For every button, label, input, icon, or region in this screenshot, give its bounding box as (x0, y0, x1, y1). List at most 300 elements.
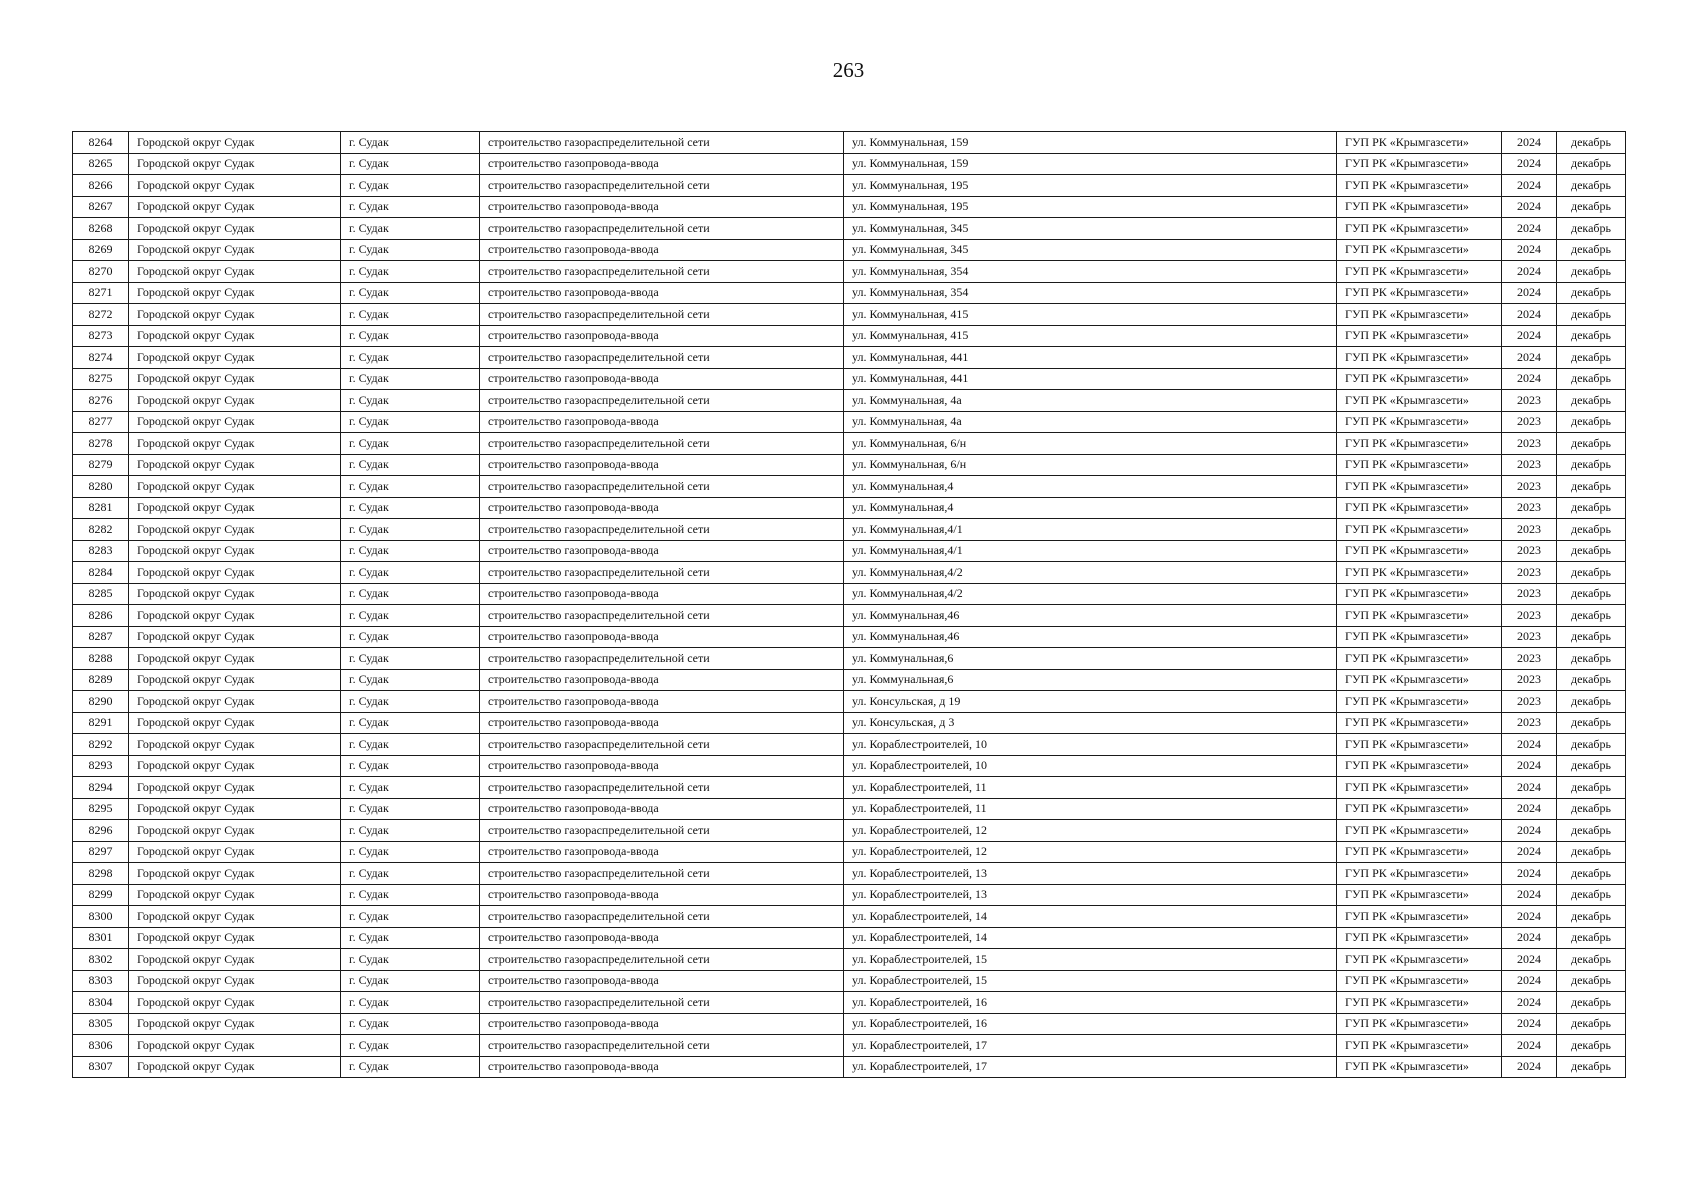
organization-cell: ГУП РК «Крымгазсети» (1337, 433, 1502, 455)
address-cell: ул. Кораблестроителей, 14 (844, 927, 1337, 949)
row-number-cell: 8288 (73, 648, 129, 670)
month-cell: декабрь (1557, 626, 1626, 648)
locality-cell: г. Судак (341, 132, 480, 154)
work-type-cell: строительство газораспределительной сети (480, 175, 844, 197)
district-cell: Городской округ Судак (129, 411, 341, 433)
work-type-cell: строительство газораспределительной сети (480, 1035, 844, 1057)
row-number-cell: 8275 (73, 368, 129, 390)
address-cell: ул. Коммунальная, 195 (844, 175, 1337, 197)
row-number-cell: 8287 (73, 626, 129, 648)
organization-cell: ГУП РК «Крымгазсети» (1337, 992, 1502, 1014)
month-cell: декабрь (1557, 261, 1626, 283)
organization-cell: ГУП РК «Крымгазсети» (1337, 734, 1502, 756)
year-cell: 2023 (1502, 648, 1557, 670)
organization-cell: ГУП РК «Крымгазсети» (1337, 153, 1502, 175)
locality-cell: г. Судак (341, 798, 480, 820)
locality-cell: г. Судак (341, 863, 480, 885)
row-number-cell: 8291 (73, 712, 129, 734)
address-cell: ул. Коммунальная,4 (844, 476, 1337, 498)
district-cell: Городской округ Судак (129, 970, 341, 992)
address-cell: ул. Коммунальная,4/2 (844, 562, 1337, 584)
row-number-cell: 8302 (73, 949, 129, 971)
month-cell: декабрь (1557, 347, 1626, 369)
month-cell: декабрь (1557, 325, 1626, 347)
work-type-cell: строительство газопровода-ввода (480, 540, 844, 562)
organization-cell: ГУП РК «Крымгазсети» (1337, 841, 1502, 863)
year-cell: 2024 (1502, 863, 1557, 885)
table-row (73, 433, 1626, 455)
address-cell: ул. Кораблестроителей, 10 (844, 755, 1337, 777)
work-type-cell: строительство газораспределительной сети (480, 562, 844, 584)
address-cell: ул. Коммунальная,6 (844, 669, 1337, 691)
year-cell: 2024 (1502, 734, 1557, 756)
year-cell: 2024 (1502, 368, 1557, 390)
locality-cell: г. Судак (341, 218, 480, 240)
locality-cell: г. Судак (341, 626, 480, 648)
organization-cell: ГУП РК «Крымгазсети» (1337, 755, 1502, 777)
locality-cell: г. Судак (341, 175, 480, 197)
work-type-cell: строительство газопровода-ввода (480, 669, 844, 691)
district-cell: Городской округ Судак (129, 777, 341, 799)
work-type-cell: строительство газораспределительной сети (480, 347, 844, 369)
locality-cell: г. Судак (341, 368, 480, 390)
work-type-cell: строительство газопровода-ввода (480, 884, 844, 906)
work-type-cell: строительство газораспределительной сети (480, 605, 844, 627)
address-cell: ул. Кораблестроителей, 11 (844, 777, 1337, 799)
address-cell: ул. Коммунальная,4/2 (844, 583, 1337, 605)
address-cell: ул. Коммунальная, 354 (844, 282, 1337, 304)
organization-cell: ГУП РК «Крымгазсети» (1337, 476, 1502, 498)
organization-cell: ГУП РК «Крымгазсети» (1337, 497, 1502, 519)
table-row (73, 798, 1626, 820)
locality-cell: г. Судак (341, 433, 480, 455)
row-number-cell: 8285 (73, 583, 129, 605)
locality-cell: г. Судак (341, 583, 480, 605)
table-row (73, 282, 1626, 304)
row-number-cell: 8273 (73, 325, 129, 347)
district-cell: Городской округ Судак (129, 347, 341, 369)
locality-cell: г. Судак (341, 841, 480, 863)
district-cell: Городской округ Судак (129, 605, 341, 627)
table-row (73, 540, 1626, 562)
month-cell: декабрь (1557, 884, 1626, 906)
address-cell: ул. Кораблестроителей, 12 (844, 841, 1337, 863)
year-cell: 2024 (1502, 239, 1557, 261)
work-type-cell: строительство газораспределительной сети (480, 777, 844, 799)
work-type-cell: строительство газопровода-ввода (480, 691, 844, 713)
district-cell: Городской округ Судак (129, 927, 341, 949)
organization-cell: ГУП РК «Крымгазсети» (1337, 132, 1502, 154)
locality-cell: г. Судак (341, 239, 480, 261)
locality-cell: г. Судак (341, 282, 480, 304)
work-type-cell: строительство газопровода-ввода (480, 626, 844, 648)
month-cell: декабрь (1557, 519, 1626, 541)
year-cell: 2024 (1502, 755, 1557, 777)
work-type-cell: строительство газораспределительной сети (480, 476, 844, 498)
table-row (73, 1013, 1626, 1035)
year-cell: 2023 (1502, 454, 1557, 476)
district-cell: Городской округ Судак (129, 368, 341, 390)
district-cell: Городской округ Судак (129, 841, 341, 863)
row-number-cell: 8265 (73, 153, 129, 175)
table-row (73, 196, 1626, 218)
work-type-cell: строительство газораспределительной сети (480, 949, 844, 971)
locality-cell: г. Судак (341, 196, 480, 218)
month-cell: декабрь (1557, 906, 1626, 928)
month-cell: декабрь (1557, 497, 1626, 519)
work-type-cell: строительство газопровода-ввода (480, 970, 844, 992)
district-cell: Городской округ Судак (129, 132, 341, 154)
address-cell: ул. Кораблестроителей, 13 (844, 884, 1337, 906)
organization-cell: ГУП РК «Крымгазсети» (1337, 1056, 1502, 1078)
row-number-cell: 8274 (73, 347, 129, 369)
address-cell: ул. Кораблестроителей, 16 (844, 1013, 1337, 1035)
row-number-cell: 8299 (73, 884, 129, 906)
year-cell: 2023 (1502, 497, 1557, 519)
year-cell: 2024 (1502, 841, 1557, 863)
district-cell: Городской округ Судак (129, 712, 341, 734)
locality-cell: г. Судак (341, 347, 480, 369)
row-number-cell: 8306 (73, 1035, 129, 1057)
month-cell: декабрь (1557, 992, 1626, 1014)
table-row (73, 497, 1626, 519)
year-cell: 2024 (1502, 777, 1557, 799)
address-cell: ул. Кораблестроителей, 12 (844, 820, 1337, 842)
work-type-cell: строительство газопровода-ввода (480, 583, 844, 605)
month-cell: декабрь (1557, 196, 1626, 218)
year-cell: 2024 (1502, 970, 1557, 992)
organization-cell: ГУП РК «Крымгазсети» (1337, 777, 1502, 799)
table-row (73, 626, 1626, 648)
row-number-cell: 8298 (73, 863, 129, 885)
locality-cell: г. Судак (341, 540, 480, 562)
locality-cell: г. Судак (341, 884, 480, 906)
year-cell: 2024 (1502, 1013, 1557, 1035)
month-cell: декабрь (1557, 949, 1626, 971)
table-row (73, 841, 1626, 863)
year-cell: 2023 (1502, 626, 1557, 648)
month-cell: декабрь (1557, 583, 1626, 605)
row-number-cell: 8305 (73, 1013, 129, 1035)
row-number-cell: 8283 (73, 540, 129, 562)
table-row (73, 992, 1626, 1014)
work-type-cell: строительство газопровода-ввода (480, 927, 844, 949)
row-number-cell: 8276 (73, 390, 129, 412)
row-number-cell: 8281 (73, 497, 129, 519)
gasification-table-wrap (72, 131, 1625, 1078)
table-row (73, 368, 1626, 390)
address-cell: ул. Коммунальная, 415 (844, 304, 1337, 326)
district-cell: Городской округ Судак (129, 390, 341, 412)
work-type-cell: строительство газораспределительной сети (480, 820, 844, 842)
locality-cell: г. Судак (341, 411, 480, 433)
table-row (73, 734, 1626, 756)
district-cell: Городской округ Судак (129, 153, 341, 175)
year-cell: 2023 (1502, 433, 1557, 455)
row-number-cell: 8289 (73, 669, 129, 691)
year-cell: 2024 (1502, 820, 1557, 842)
address-cell: ул. Коммунальная, 441 (844, 368, 1337, 390)
month-cell: декабрь (1557, 218, 1626, 240)
district-cell: Городской округ Судак (129, 798, 341, 820)
work-type-cell: строительство газопровода-ввода (480, 454, 844, 476)
district-cell: Городской округ Судак (129, 691, 341, 713)
row-number-cell: 8286 (73, 605, 129, 627)
address-cell: ул. Коммунальная, 441 (844, 347, 1337, 369)
work-type-cell: строительство газораспределительной сети (480, 218, 844, 240)
table-row (73, 884, 1626, 906)
table-row (73, 476, 1626, 498)
organization-cell: ГУП РК «Крымгазсети» (1337, 605, 1502, 627)
address-cell: ул. Кораблестроителей, 14 (844, 906, 1337, 928)
month-cell: декабрь (1557, 476, 1626, 498)
district-cell: Городской округ Судак (129, 755, 341, 777)
district-cell: Городской округ Судак (129, 325, 341, 347)
table-row (73, 454, 1626, 476)
address-cell: ул. Кораблестроителей, 15 (844, 949, 1337, 971)
address-cell: ул. Коммунальная, 345 (844, 239, 1337, 261)
year-cell: 2023 (1502, 540, 1557, 562)
district-cell: Городской округ Судак (129, 239, 341, 261)
organization-cell: ГУП РК «Крымгазсети» (1337, 282, 1502, 304)
district-cell: Городской округ Судак (129, 282, 341, 304)
district-cell: Городской округ Судак (129, 196, 341, 218)
address-cell: ул. Кораблестроителей, 16 (844, 992, 1337, 1014)
organization-cell: ГУП РК «Крымгазсети» (1337, 325, 1502, 347)
organization-cell: ГУП РК «Крымгазсети» (1337, 863, 1502, 885)
month-cell: декабрь (1557, 691, 1626, 713)
month-cell: декабрь (1557, 863, 1626, 885)
district-cell: Городской округ Судак (129, 218, 341, 240)
locality-cell: г. Судак (341, 992, 480, 1014)
organization-cell: ГУП РК «Крымгазсети» (1337, 562, 1502, 584)
locality-cell: г. Судак (341, 390, 480, 412)
month-cell: декабрь (1557, 605, 1626, 627)
table-row (73, 605, 1626, 627)
table-row (73, 1035, 1626, 1057)
year-cell: 2024 (1502, 949, 1557, 971)
organization-cell: ГУП РК «Крымгазсети» (1337, 669, 1502, 691)
district-cell: Городской округ Судак (129, 992, 341, 1014)
district-cell: Городской округ Судак (129, 1013, 341, 1035)
month-cell: декабрь (1557, 390, 1626, 412)
table-row (73, 562, 1626, 584)
year-cell: 2023 (1502, 583, 1557, 605)
locality-cell: г. Судак (341, 1013, 480, 1035)
row-number-cell: 8292 (73, 734, 129, 756)
year-cell: 2024 (1502, 218, 1557, 240)
organization-cell: ГУП РК «Крымгазсети» (1337, 196, 1502, 218)
month-cell: декабрь (1557, 927, 1626, 949)
row-number-cell: 8282 (73, 519, 129, 541)
address-cell: ул. Кораблестроителей, 15 (844, 970, 1337, 992)
work-type-cell: строительство газопровода-ввода (480, 712, 844, 734)
row-number-cell: 8266 (73, 175, 129, 197)
organization-cell: ГУП РК «Крымгазсети» (1337, 411, 1502, 433)
district-cell: Городской округ Судак (129, 906, 341, 928)
year-cell: 2023 (1502, 669, 1557, 691)
table-body (73, 132, 1626, 1078)
month-cell: декабрь (1557, 153, 1626, 175)
work-type-cell: строительство газораспределительной сети (480, 132, 844, 154)
month-cell: декабрь (1557, 540, 1626, 562)
month-cell: декабрь (1557, 1013, 1626, 1035)
organization-cell: ГУП РК «Крымгазсети» (1337, 454, 1502, 476)
month-cell: декабрь (1557, 282, 1626, 304)
district-cell: Городской округ Судак (129, 626, 341, 648)
month-cell: декабрь (1557, 411, 1626, 433)
year-cell: 2024 (1502, 1056, 1557, 1078)
locality-cell: г. Судак (341, 153, 480, 175)
row-number-cell: 8268 (73, 218, 129, 240)
address-cell: ул. Коммунальная, 6/н (844, 433, 1337, 455)
row-number-cell: 8297 (73, 841, 129, 863)
locality-cell: г. Судак (341, 691, 480, 713)
locality-cell: г. Судак (341, 949, 480, 971)
locality-cell: г. Судак (341, 755, 480, 777)
locality-cell: г. Судак (341, 325, 480, 347)
organization-cell: ГУП РК «Крымгазсети» (1337, 691, 1502, 713)
address-cell: ул. Коммунальная, 195 (844, 196, 1337, 218)
organization-cell: ГУП РК «Крымгазсети» (1337, 583, 1502, 605)
month-cell: декабрь (1557, 132, 1626, 154)
table-row (73, 927, 1626, 949)
year-cell: 2024 (1502, 196, 1557, 218)
table-row (73, 906, 1626, 928)
organization-cell: ГУП РК «Крымгазсети» (1337, 648, 1502, 670)
organization-cell: ГУП РК «Крымгазсети» (1337, 626, 1502, 648)
district-cell: Городской округ Судак (129, 562, 341, 584)
table-row (73, 820, 1626, 842)
work-type-cell: строительство газопровода-ввода (480, 1013, 844, 1035)
table-row (73, 712, 1626, 734)
table-row (73, 648, 1626, 670)
work-type-cell: строительство газораспределительной сети (480, 261, 844, 283)
page-number: 263 (832, 58, 865, 82)
address-cell: ул. Кораблестроителей, 11 (844, 798, 1337, 820)
locality-cell: г. Судак (341, 562, 480, 584)
year-cell: 2023 (1502, 411, 1557, 433)
address-cell: ул. Коммунальная,46 (844, 605, 1337, 627)
locality-cell: г. Судак (341, 734, 480, 756)
table-row (73, 777, 1626, 799)
month-cell: декабрь (1557, 304, 1626, 326)
year-cell: 2024 (1502, 304, 1557, 326)
organization-cell: ГУП РК «Крымгазсети» (1337, 906, 1502, 928)
work-type-cell: строительство газораспределительной сети (480, 433, 844, 455)
district-cell: Городской округ Судак (129, 304, 341, 326)
district-cell: Городской округ Судак (129, 476, 341, 498)
district-cell: Городской округ Судак (129, 734, 341, 756)
address-cell: ул. Коммунальная, 4а (844, 390, 1337, 412)
gasification-table (72, 131, 1626, 1078)
address-cell: ул. Коммунальная, 4а (844, 411, 1337, 433)
organization-cell: ГУП РК «Крымгазсети» (1337, 884, 1502, 906)
district-cell: Городской округ Судак (129, 454, 341, 476)
table-row (73, 218, 1626, 240)
address-cell: ул. Коммунальная, 354 (844, 261, 1337, 283)
district-cell: Городской округ Судак (129, 497, 341, 519)
row-number-cell: 8277 (73, 411, 129, 433)
district-cell: Городской округ Судак (129, 669, 341, 691)
table-row (73, 325, 1626, 347)
locality-cell: г. Судак (341, 304, 480, 326)
year-cell: 2023 (1502, 519, 1557, 541)
row-number-cell: 8280 (73, 476, 129, 498)
district-cell: Городской округ Судак (129, 583, 341, 605)
month-cell: декабрь (1557, 433, 1626, 455)
district-cell: Городской округ Судак (129, 261, 341, 283)
year-cell: 2024 (1502, 884, 1557, 906)
row-number-cell: 8304 (73, 992, 129, 1014)
work-type-cell: строительство газопровода-ввода (480, 497, 844, 519)
month-cell: декабрь (1557, 562, 1626, 584)
address-cell: ул. Кораблестроителей, 13 (844, 863, 1337, 885)
table-row (73, 347, 1626, 369)
month-cell: декабрь (1557, 841, 1626, 863)
month-cell: декабрь (1557, 798, 1626, 820)
month-cell: декабрь (1557, 970, 1626, 992)
locality-cell: г. Судак (341, 605, 480, 627)
row-number-cell: 8295 (73, 798, 129, 820)
table-row (73, 261, 1626, 283)
organization-cell: ГУП РК «Крымгазсети» (1337, 970, 1502, 992)
district-cell: Городской округ Судак (129, 863, 341, 885)
year-cell: 2024 (1502, 282, 1557, 304)
year-cell: 2024 (1502, 992, 1557, 1014)
address-cell: ул. Коммунальная, 159 (844, 153, 1337, 175)
work-type-cell: строительство газопровода-ввода (480, 282, 844, 304)
work-type-cell: строительство газораспределительной сети (480, 992, 844, 1014)
month-cell: декабрь (1557, 175, 1626, 197)
year-cell: 2024 (1502, 132, 1557, 154)
organization-cell: ГУП РК «Крымгазсети» (1337, 347, 1502, 369)
month-cell: декабрь (1557, 239, 1626, 261)
organization-cell: ГУП РК «Крымгазсети» (1337, 1013, 1502, 1035)
work-type-cell: строительство газопровода-ввода (480, 368, 844, 390)
row-number-cell: 8290 (73, 691, 129, 713)
address-cell: ул. Консульская, д 3 (844, 712, 1337, 734)
table-row (73, 239, 1626, 261)
row-number-cell: 8301 (73, 927, 129, 949)
month-cell: декабрь (1557, 755, 1626, 777)
work-type-cell: строительство газораспределительной сети (480, 390, 844, 412)
organization-cell: ГУП РК «Крымгазсети» (1337, 1035, 1502, 1057)
locality-cell: г. Судак (341, 669, 480, 691)
locality-cell: г. Судак (341, 476, 480, 498)
work-type-cell: строительство газораспределительной сети (480, 304, 844, 326)
work-type-cell: строительство газопровода-ввода (480, 755, 844, 777)
work-type-cell: строительство газопровода-ввода (480, 196, 844, 218)
year-cell: 2024 (1502, 325, 1557, 347)
address-cell: ул. Коммунальная,6 (844, 648, 1337, 670)
work-type-cell: строительство газопровода-ввода (480, 1056, 844, 1078)
address-cell: ул. Кораблестроителей, 17 (844, 1056, 1337, 1078)
row-number-cell: 8293 (73, 755, 129, 777)
table-row (73, 519, 1626, 541)
locality-cell: г. Судак (341, 1056, 480, 1078)
month-cell: декабрь (1557, 454, 1626, 476)
row-number-cell: 8264 (73, 132, 129, 154)
year-cell: 2023 (1502, 390, 1557, 412)
work-type-cell: строительство газопровода-ввода (480, 798, 844, 820)
year-cell: 2024 (1502, 798, 1557, 820)
table-row (73, 1056, 1626, 1078)
table-row (73, 411, 1626, 433)
work-type-cell: строительство газопровода-ввода (480, 411, 844, 433)
month-cell: декабрь (1557, 734, 1626, 756)
work-type-cell: строительство газопровода-ввода (480, 239, 844, 261)
